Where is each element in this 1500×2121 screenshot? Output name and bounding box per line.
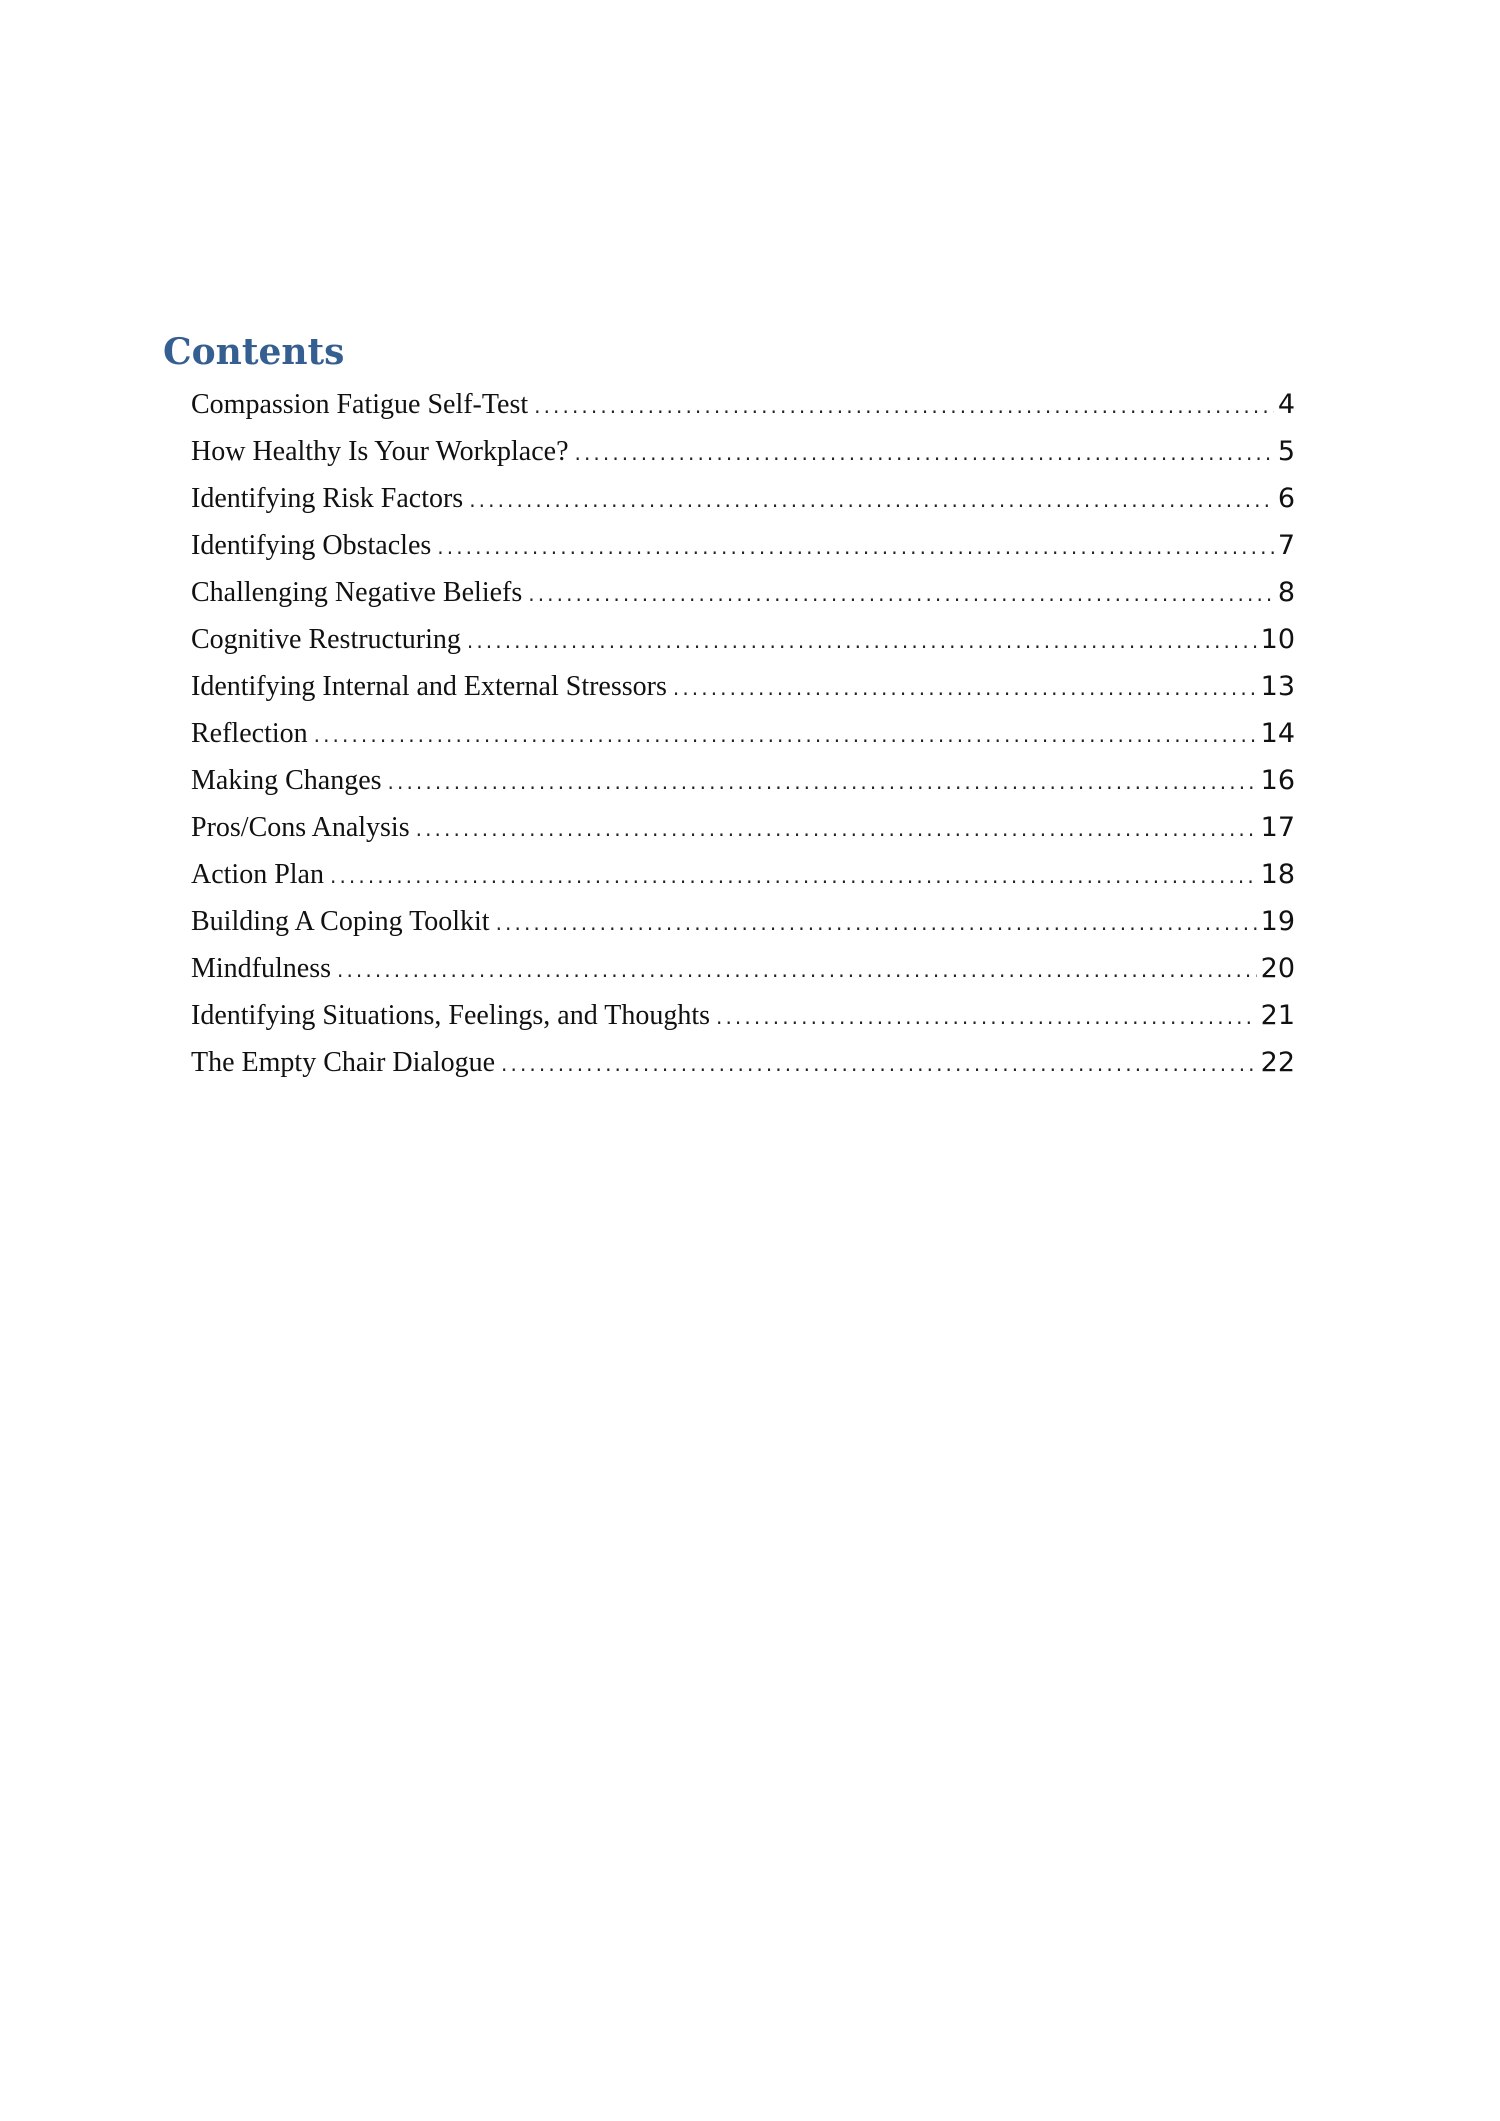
toc-entry[interactable] [191, 569, 1295, 616]
toc-dot-leader [467, 618, 1257, 663]
toc-dot-leader [673, 665, 1257, 710]
toc-entry-title: Identifying Situations, Feelings, and Thoughts [191, 1000, 711, 1031]
toc-entry-page: 7 [1277, 530, 1295, 561]
toc-entry[interactable] [191, 522, 1295, 569]
toc-entry-page: 19 [1260, 906, 1295, 937]
toc-entry-page: 16 [1260, 765, 1295, 796]
toc-entry-page: 5 [1277, 436, 1295, 467]
toc-entry-title: How Healthy Is Your Workplace? [191, 436, 569, 467]
toc-entry-title: Mindfulness [191, 953, 331, 984]
toc-entry-page: 8 [1277, 577, 1295, 608]
toc-entry-page: 22 [1260, 1047, 1295, 1078]
toc-entry[interactable] [191, 898, 1295, 945]
toc-entry-page: 18 [1260, 859, 1295, 890]
toc-dot-leader [314, 712, 1257, 757]
toc-dot-leader [388, 759, 1257, 804]
toc-entry-page: 14 [1260, 718, 1295, 749]
toc-entry-title: Making Changes [191, 765, 382, 796]
toc-entry[interactable] [191, 381, 1295, 428]
toc-entry[interactable] [191, 992, 1295, 1039]
toc-entry[interactable] [191, 757, 1295, 804]
toc-entry-title: Challenging Negative Beliefs [191, 577, 523, 608]
toc-dot-leader [416, 806, 1257, 851]
toc-dot-leader [496, 900, 1257, 945]
toc-dot-leader [501, 1041, 1257, 1086]
toc-entry[interactable] [191, 1039, 1295, 1086]
toc-entry[interactable] [191, 710, 1295, 757]
toc-entry-title: Identifying Obstacles [191, 530, 432, 561]
toc-entry-page: 4 [1277, 389, 1295, 420]
toc-dot-leader [469, 477, 1274, 522]
toc-entry[interactable] [191, 428, 1295, 475]
toc-entry-page: 6 [1277, 483, 1295, 514]
toc-dot-leader [528, 571, 1274, 616]
toc-entry[interactable] [191, 475, 1295, 522]
toc-entry-title: The Empty Chair Dialogue [191, 1047, 496, 1078]
toc-entry-title: Reflection [191, 718, 308, 749]
toc-entry-title: Pros/Cons Analysis [191, 812, 410, 843]
toc-dot-leader [575, 430, 1274, 475]
toc-entry[interactable] [191, 663, 1295, 710]
toc-dot-leader [534, 383, 1274, 428]
toc-entry[interactable] [191, 616, 1295, 663]
toc-entry[interactable] [191, 804, 1295, 851]
toc-dot-leader [337, 947, 1257, 992]
toc-list [191, 381, 1295, 1086]
toc-entry-title: Building A Coping Toolkit [191, 906, 490, 937]
toc-dot-leader [437, 524, 1274, 569]
toc-heading: Contents [163, 331, 345, 373]
toc-dot-leader [330, 853, 1257, 898]
toc-entry-page: 20 [1260, 953, 1295, 984]
toc-entry-title: Action Plan [191, 859, 324, 890]
toc-entry-page: 10 [1260, 624, 1295, 655]
toc-entry-title: Identifying Risk Factors [191, 483, 464, 514]
toc-entry-page: 17 [1260, 812, 1295, 843]
toc-entry-page: 21 [1260, 1000, 1295, 1031]
toc-entry-title: Identifying Internal and External Stressors [191, 671, 667, 702]
toc-entry-title: Cognitive Restructuring [191, 624, 461, 655]
toc-entry[interactable] [191, 945, 1295, 992]
toc-entry-page: 13 [1260, 671, 1295, 702]
toc-entry-title: Compassion Fatigue Self-Test [191, 389, 529, 420]
toc-entry[interactable] [191, 851, 1295, 898]
toc-dot-leader [716, 994, 1257, 1039]
